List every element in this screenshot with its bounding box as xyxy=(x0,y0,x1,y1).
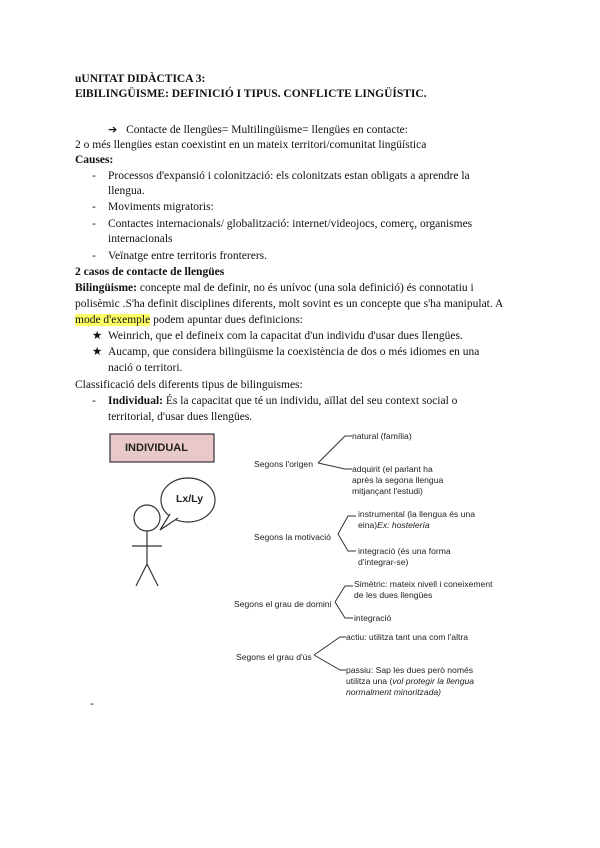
individual-term: Individual: xyxy=(108,395,163,407)
group-domini-label: Segons el grau de domini xyxy=(234,599,332,609)
bilinguisme-line-2: polisèmic .S'ha definit disciplines diferents, molt sovint es un concepte que s'ha manipulat. A xyxy=(75,298,504,310)
stick-figure xyxy=(132,505,162,586)
causes-heading: Causes: xyxy=(75,154,114,166)
group-us-a: actiu: utilitza tant una com l'altra xyxy=(346,632,469,642)
cause-4: Veïnatge entre territoris fronterers. xyxy=(108,250,268,262)
group-motivacio-b-1: integració (és una forma xyxy=(358,546,451,556)
group-origen-a: natural (família) xyxy=(352,431,412,441)
group-origen-label: Segons l'origen xyxy=(254,459,313,469)
individual-text: És la capacitat que té un individu, aïllat del seu context social o xyxy=(162,395,458,407)
contact-heading: 2 casos de contacte de llengües xyxy=(75,266,225,278)
bilinguisme-term: Bilingüisme: xyxy=(75,282,137,294)
group-origen-b-2: après la segona llengua xyxy=(352,475,444,485)
group-motivacio-a-1: instrumental (la llengua és una xyxy=(358,509,476,519)
bilinguisme-text: concepte mal de definir, no és unívoc (una sola definició) és connotatiu i xyxy=(136,282,474,294)
group-us-b-2: utilitza una (vol protegir la llengua xyxy=(346,676,475,686)
right-arrow-icon: ➔ xyxy=(108,123,118,136)
group-motivacio-b-2: d'integrar-se) xyxy=(358,557,409,567)
group-domini-a-1: Simètric: mateix nivell i coneixement xyxy=(354,579,493,589)
individual-line-2: territorial, d'usar dues llengües. xyxy=(108,411,253,423)
group-domini-b: integració xyxy=(354,613,392,623)
star-item-1: Weinrich, que el defineix com la capacitat d'un individu d'usar dues llengües. xyxy=(108,330,463,342)
box-label: INDIVIDUAL xyxy=(125,442,188,454)
title-line-2: ElBILINGÜISME: DEFINICIÓ I TIPUS. CONFLICTE LINGÜÍSTIC. xyxy=(75,88,427,100)
group-us-b-1: passiu: Sap les dues però només xyxy=(346,665,474,675)
intro-text: 2 o més llengües estan coexistint en un mateix territori/comunitat lingüística xyxy=(75,139,427,151)
cause-3-line-2: internacionals xyxy=(108,233,173,245)
group-us-b-3: normalment minoritzada) xyxy=(346,687,442,697)
title-line-1: uUNITAT DIDÀCTICA 3: xyxy=(75,73,206,85)
arrow-item-text: Contacte de llengües= Multilingüisme= llengües en contacte: xyxy=(126,124,408,136)
star-item-2-line-1: Aucamp, que considera bilingüisme la coexistència de dos o més idiomes en una xyxy=(108,346,480,358)
group-motivacio-a-example: Ex: hostelería xyxy=(377,520,430,530)
group-motivacio-a-2: eina)Ex: hostelería xyxy=(358,520,430,530)
trailing-dash: - xyxy=(90,698,94,710)
group-domini-a-2: de les dues llengües xyxy=(354,590,433,600)
dash-icon: - xyxy=(92,218,96,230)
dash-icon: - xyxy=(92,201,96,213)
group-us-b-2-ital: vol protegir la llengua xyxy=(392,676,475,686)
cause-1-line-1: Processos d'expansió i colonització: els colonitzats estan obligats a aprendre la xyxy=(108,170,470,182)
group-origen-b-1: adquirit (el parlant ha xyxy=(352,464,433,474)
star-item-2-line-2: nació o territori. xyxy=(108,362,183,374)
bilinguisme-text-end: podem apuntar dues definicions: xyxy=(150,314,303,326)
group-origen-b-3: mitjançant l'estudi) xyxy=(352,486,423,496)
dash-icon: - xyxy=(92,170,96,182)
dash-icon: - xyxy=(92,395,96,407)
dash-icon: - xyxy=(92,250,96,262)
cause-2: Moviments migratoris: xyxy=(108,201,214,213)
classification-text: Classificació dels diferents tipus de bilinguismes: xyxy=(75,379,303,391)
bubble-label: Lx/Ly xyxy=(176,493,204,505)
cause-3-line-1: Contactes internacionals/ globalització: internet/videojocs, comerç, organismes xyxy=(108,218,473,230)
highlighted-text: mode d'exemple xyxy=(75,314,151,326)
group-motivacio-label: Segons la motivació xyxy=(254,532,331,542)
group-us-label: Segons el grau d'ús xyxy=(236,652,312,662)
star-icon: ★ xyxy=(92,330,103,342)
cause-1-line-2: llengua. xyxy=(108,185,145,197)
star-icon: ★ xyxy=(92,346,103,358)
